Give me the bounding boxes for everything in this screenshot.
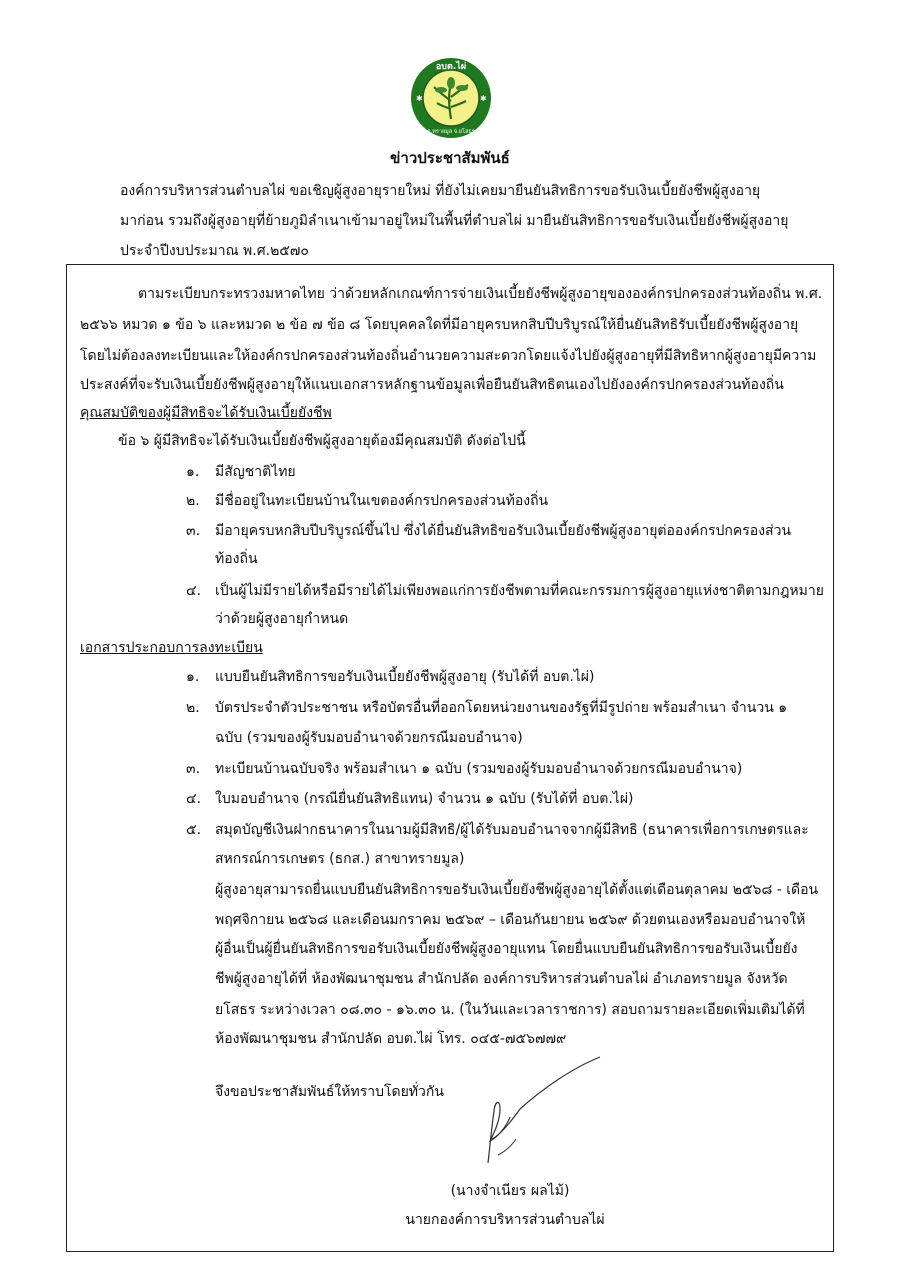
qualification-item: มีสัญชาติไทย — [215, 464, 296, 480]
document-item: สมุดบัญชีเงินฝากธนาคารในนามผู้มีสิทธิ/ผู้ได้รับมอบอำนาจจากผู้มีสิทธิ (ธนาคารเพื่อการเกษตรและ — [215, 822, 809, 838]
logo-top-text: อบต.ไผ่ — [435, 62, 467, 72]
document-number: ๕. — [186, 822, 202, 838]
document-item-continued: สหกรณ์การเกษตร (ธกส.) สาขาทรายมูล) — [215, 851, 465, 867]
qualification-number: ๑. — [186, 464, 200, 480]
qualifications-heading: คุณสมบัติของผู้มีสิทธิจะได้รับเงินเบี้ยยังชีพ — [80, 405, 332, 421]
document-item: แบบยืนยันสิทธิการขอรับเงินเบี้ยยังชีพผู้สูงอายุ (รับได้ที่ อบต.ไผ่) — [215, 669, 595, 685]
intro-line: มาก่อน รวมถึงผู้สูงอายุที่ย้ายภูมิลำเนาเข้ามาอยู่ใหม่ในพื้นที่ตำบลไผ่ มายืนยันสิทธิการขอรับเงินเบี้ยยังชีพผู้สูงอายุ — [120, 213, 789, 229]
document-item: ใบมอบอำนาจ (กรณียื่นยันสิทธิแทน) จำนวน ๑ ฉบับ (รับได้ที่ อบต.ไผ่) — [215, 791, 634, 807]
qualification-number: ๓. — [186, 523, 201, 539]
organization-seal-logo — [410, 57, 492, 139]
qualification-item: มีชื่ออยู่ในทะเบียนบ้านในเขตองค์กรปกครองส่วนท้องถิ่น — [215, 493, 549, 509]
regulation-line: ๒๕๖๖ หมวด ๑ ข้อ ๖ และหมวด ๒ ข้อ ๗ ข้อ ๘ โดยบุคคลใดที่มีอายุครบหกสิบปีบริบูรณ์ให้ยื่นยันสิทธิรับเบี้ยยังชีพผู้สูงอายุ — [80, 317, 799, 333]
signer-title: นายกองค์การบริหารส่วนตำบลไผ่ — [405, 1212, 605, 1228]
document-number: ๒. — [186, 700, 200, 716]
qualification-item: มีอายุครบหกสิบปีบริบูรณ์ขึ้นไป ซึ่งได้ยื่นยันสิทธิขอรับเงินเบี้ยยังชีพผู้สูงอายุต่อองค์กรปกครองส่วน — [215, 523, 792, 539]
regulation-line: โดยไม่ต้องลงทะเบียนและให้องค์กรปกครองส่วนท้องถิ่นอำนวยความสะดวกโดยแจ้งไปยังผู้สูงอายุที่มีสิทธิหากผู้สูงอายุมีความ — [80, 348, 817, 364]
intro-paragraph — [120, 176, 840, 266]
documents-heading: เอกสารประกอบการลงทะเบียน — [80, 640, 263, 656]
schedule-line: ผู้สูงอายุสามารถยื่นแบบยืนยันสิทธิการขอรับเงินเบี้ยยังชีพผู้สูงอายุได้ตั้งแต่เดือนตุลาคม ๒๕๖๘ - เดือน — [215, 882, 819, 898]
qualification-item-continued: ว่าด้วยผู้สูงอายุกำหนด — [215, 611, 349, 627]
document-item-continued: ฉบับ (รวมของผู้รับมอบอำนาจด้วยกรณีมอบอำนาจ) — [215, 730, 523, 746]
logo-bottom-text: อ.ทรายมูล จ.ยโสธร — [427, 129, 475, 135]
document-item: ทะเบียนบ้านฉบับจริง พร้อมสำเนา ๑ ฉบับ (รวมของผู้รับมอบอำนาจด้วยกรณีมอบอำนาจ) — [215, 761, 743, 777]
qualifications-intro: ข้อ ๖ ผู้มีสิทธิจะได้รับเงินเบี้ยยังชีพผู้สูงอายุต้องมีคุณสมบัติ ดังต่อไปนี้ — [118, 433, 526, 449]
schedule-line: ยโสธร ระหว่างเวลา ๐๘.๓๐ - ๑๖.๓๐ น. (ในวันและเวลาราชการ) สอบถามรายละเอียดเพิ่มเติมได้ที่ — [215, 1002, 805, 1018]
closing-statement: จึงขอประชาสัมพันธ์ให้ทราบโดยทั่วกัน — [215, 1084, 444, 1100]
schedule-line: พฤศจิกายน ๒๕๖๘ และเดือนมกราคม ๒๕๖๙ – เดือนกันยายน ๒๕๖๙ ด้วยตนเองหรือมอบอำนาจให้ — [215, 912, 806, 928]
document-number: ๔. — [186, 791, 202, 807]
schedule-line: ห้องพัฒนาชุมชน สำนักปลัด อบต.ไผ่ โทร. ๐๔๕-๗๕๖๗๗๙ — [215, 1031, 567, 1047]
document-item: บัตรประจำตัวประชาชน หรือบัตรอื่นที่ออกโดยหน่วยงานของรัฐที่มีรูปถ่าย พร้อมสำเนา จำนวน ๑ — [215, 700, 788, 716]
document-number: ๑. — [186, 669, 200, 685]
handwritten-signature — [470, 1055, 620, 1175]
qualification-item: เป็นผู้ไม่มีรายได้หรือมีรายได้ไม่เพียงพอแก่การยังชีพตามที่คณะกรรมการผู้สูงอายุแห่งชาติตามกฎหมาย — [215, 583, 824, 599]
regulation-line: ตามระเบียบกระทรวงมหาดไทย ว่าด้วยหลักเกณฑ์การจ่ายเงินเบี้ยยังชีพผู้สูงอายุขององค์กรปกครองส่วนท้องถิ่น พ.ศ. — [138, 286, 823, 302]
signer-name: (นางจำเนียร ผลไม้) — [450, 1183, 570, 1199]
schedule-line: ผู้อื่นเป็นผู้ยื่นยันสิทธิการขอรับเงินเบี้ยยังชีพผู้สูงอายุแทน โดยยื่นแบบยืนยันสิทธิการขอรับเงินเบี้ยยัง — [215, 941, 798, 957]
intro-line: ประจำปีงบประมาณ พ.ศ.๒๕๗๐ — [120, 243, 309, 259]
intro-line: องค์การบริหารส่วนตำบลไผ่ ขอเชิญผู้สูงอายุรายใหม่ ที่ยังไม่เคยมายืนยันสิทธิการขอรับเงินเบี้ยยังชีพผู้สูงอายุ — [120, 183, 761, 199]
page-title: ข่าวประชาสัมพันธ์ — [390, 149, 510, 167]
schedule-line: ชีพผู้สูงอายุได้ที่ ห้องพัฒนาชุมชน สำนักปลัด องค์การบริหารส่วนตำบลไผ่ อำเภอทรายมูล จังหวัด — [215, 971, 788, 987]
svg-text:✱: ✱ — [480, 94, 487, 103]
svg-text:✱: ✱ — [416, 94, 423, 103]
qualification-number: ๒. — [186, 493, 200, 509]
qualification-item-continued: ท้องถิ่น — [215, 551, 258, 567]
qualification-number: ๔. — [186, 583, 202, 599]
regulation-line: ประสงค์ที่จะรับเงินเบี้ยยังชีพผู้สูงอายุให้แนบเอกสารหลักฐานข้อมูลเพื่อยืนยันสิทธิตนเองไปยังองค์กรปกครองส่วนท้องถิ่น — [80, 377, 784, 393]
document-number: ๓. — [186, 761, 201, 777]
